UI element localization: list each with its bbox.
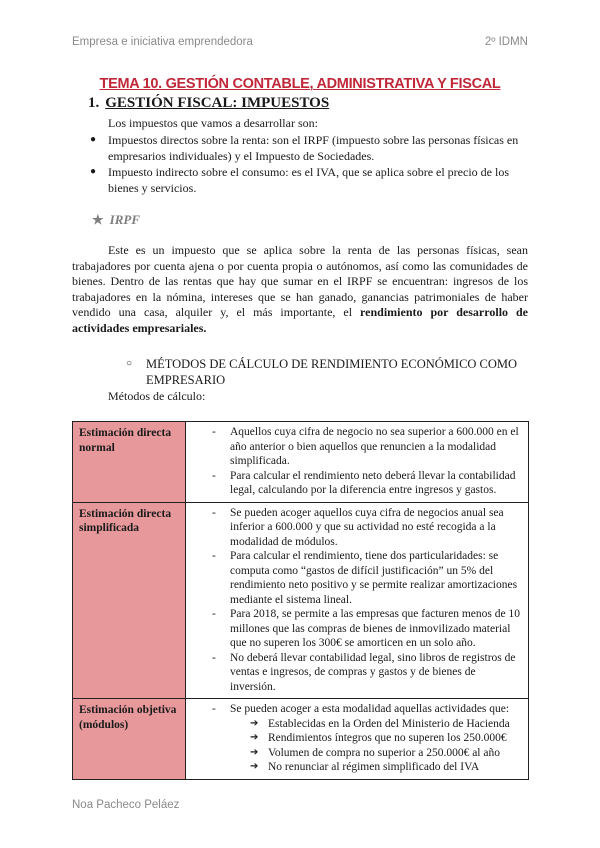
paragraph-text: Este es un impuesto que se aplica sobre la renta de las personas físicas, sean trabajadores por cuenta ajena o por cuenta propia o autónomos, así como las comunidades de bienes. Dentro de las rentas que hay que sumar en el IRPF se encuentran: ingresos de los trabajadores en la nómina, intereses que se han ganado, ganancias patrimoniales de haber vendido una casa, alquiler y, el más importante, el	[72, 243, 528, 319]
list-item: ➔ Establecidas en la Orden del Ministerio de Hacienda	[250, 717, 510, 730]
method-description-cell	[186, 699, 529, 780]
list-item: ➔ No renunciar al régimen simplificado del IVA	[250, 761, 480, 773]
arrow-right-icon: ➔	[250, 761, 259, 772]
list-item: - Para calcular el rendimiento neto deberá llevar la contabilidad legal, calculando por la diferencia entre ingresos y gastos.	[212, 469, 516, 496]
section-heading	[88, 95, 329, 112]
intro-text: Los impuestos que vamos a desarrollar son:	[108, 116, 318, 130]
methods-table	[72, 421, 529, 780]
list-item: ● Impuesto indirecto sobre el consumo: es el IVA, que se aplica sobre el precio de los bienes y servicios.	[90, 165, 509, 195]
paragraph-bold: rendimiento por desarrollo de actividades empresariales.	[72, 305, 529, 335]
method-name-cell: Estimación directa normal	[73, 422, 186, 503]
list-item: - Para calcular el rendimiento, tiene dos particularidades: se computa como “gastos de difícil justificación” un 5% del rendimiento neto positivo y se permite realizar amortizaciones mediante el sistema lineal.	[212, 550, 518, 606]
methods-heading: ○ MÉTODOS DE CÁLCULO DE RENDIMIENTO ECONÓMICO COMO EMPRESARIO	[126, 357, 518, 387]
document-title: TEMA 10. GESTIÓN CONTABLE, ADMINISTRATIVA Y FISCAL	[99, 76, 501, 92]
method-description-cell	[186, 502, 529, 699]
bullet-icon: ●	[90, 166, 97, 177]
header-course: 2º IDMN	[484, 36, 528, 48]
list-item: ● Impuestos directos sobre la renta: son el IRPF (impuesto sobre las personas físicas en empresarios individuales) y el Impuesto de Sociedades.	[90, 133, 519, 163]
star-icon: ★	[92, 212, 104, 227]
irpf-paragraph	[72, 243, 528, 336]
list-item: - No deberá llevar contabilidad legal, sino libros de registros de ventas e ingresos, de compras y gastos y de bienes de inversión.	[212, 651, 516, 693]
arrow-right-icon: ➔	[250, 746, 259, 758]
list-item: - Se pueden acoger a esta modalidad aquellas actividades que:	[212, 703, 510, 715]
list-item: - Se pueden acoger aquellos cuya cifra de negocios anual sea inferior a 600.000 y que su actividad no esté recogida a la modalidad de módulos.	[212, 506, 504, 548]
method-name-cell: Estimación directa simplificada	[73, 502, 186, 699]
list-item: - Para 2018, se permite a las empresas que facturen menos de 10 millones que las compras de bienes de inmovilizado material que no superen los 300€ se amorticen en un solo año.	[212, 608, 520, 649]
circle-bullet-icon: ○	[126, 358, 133, 369]
section-title: GESTIÓN FISCAL: IMPUESTOS	[105, 95, 330, 111]
header-subject: Empresa e iniciativa emprendedora	[72, 36, 253, 48]
table-row	[73, 502, 529, 699]
tax-bullet-list	[90, 132, 530, 196]
arrow-right-icon: ➔	[250, 732, 259, 743]
method-description-cell	[186, 422, 529, 503]
list-item: ➔ Volumen de compra no superior a 250.000€ al año	[250, 746, 500, 759]
footer-author: Noa Pacheco Peláez	[72, 799, 180, 811]
method-name-cell: Estimación objetiva (módulos)	[73, 699, 186, 780]
arrow-right-icon: ➔	[250, 717, 259, 729]
section-number: 1.	[88, 95, 100, 111]
irpf-heading: ★ IRPF	[92, 212, 140, 227]
table-row	[73, 699, 529, 780]
list-item: ➔ Rendimientos íntegros que no superen los 250.000€	[250, 732, 507, 744]
list-item: - Aquellos cuya cifra de negocio no sea superior a 600.000 en el año anterior o bien aquellos que renuncien a la modalidad simplificada.	[212, 426, 519, 467]
table-row	[73, 422, 529, 503]
bullet-icon: ●	[90, 134, 97, 145]
methods-label: Métodos de cálculo:	[108, 389, 206, 403]
